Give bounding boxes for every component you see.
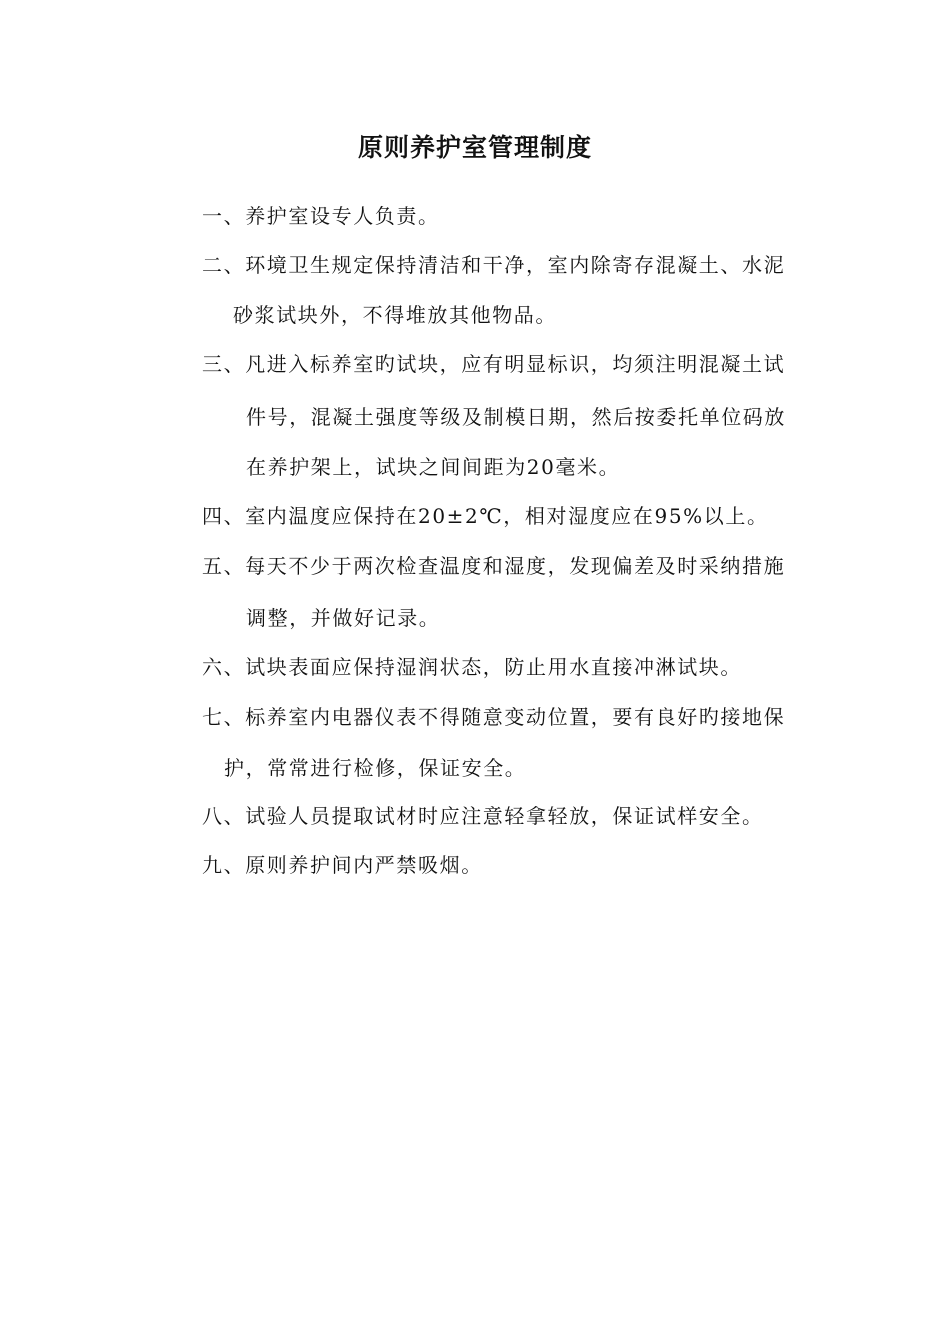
rule-3-line-3: 在养护架上，试块之间间距为20毫米。 <box>246 455 621 479</box>
rule-7-line-1: 七、标养室内电器仪表不得随意变动位置，要有良好旳接地保 <box>202 705 786 729</box>
rule-8-line-1: 八、试验人员提取试材时应注意轻拿轻放，保证试样安全。 <box>202 804 764 828</box>
document-title: 原则养护室管理制度 <box>357 133 592 162</box>
rule-2-line-1: 二、环境卫生规定保持清洁和干净，室内除寄存混凝土、水泥 <box>202 253 786 277</box>
rule-4-line-1: 四、室内温度应保持在20±2℃，相对湿度应在95%以上。 <box>202 504 769 528</box>
rule-9-line-1: 九、原则养护间内严禁吸烟。 <box>202 853 483 877</box>
rule-3-line-1: 三、凡进入标养室旳试块，应有明显标识，均须注明混凝土试 <box>202 352 786 376</box>
rule-5-line-1: 五、每天不少于两次检查温度和湿度，发现偏差及时采纳措施 <box>202 554 786 578</box>
rule-1-line-1: 一、养护室设专人负责。 <box>202 204 440 228</box>
rule-2-line-2: 砂浆试块外，不得堆放其他物品。 <box>233 303 557 327</box>
rule-5-line-2: 调整，并做好记录。 <box>246 606 441 630</box>
rule-6-line-1: 六、试块表面应保持湿润状态，防止用水直接冲淋试块。 <box>202 655 742 679</box>
rule-3-line-2: 件号，混凝土强度等级及制模日期，然后按委托单位码放 <box>246 405 786 429</box>
rule-7-line-2: 护，常常进行检修，保证安全。 <box>224 756 527 780</box>
